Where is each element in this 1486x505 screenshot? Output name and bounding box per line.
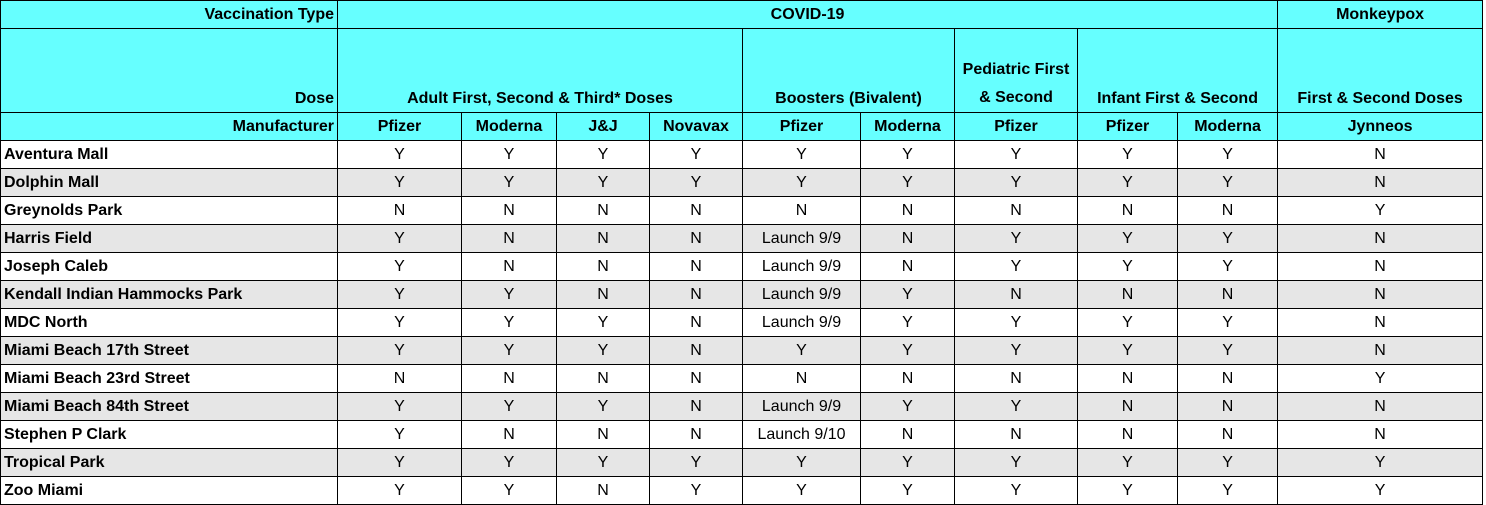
- dose-boosters: Boosters (Bivalent): [743, 29, 955, 113]
- availability-cell: N: [1178, 393, 1278, 421]
- availability-cell: Y: [955, 309, 1078, 337]
- availability-cell: N: [955, 365, 1078, 393]
- availability-cell: Y: [743, 449, 861, 477]
- availability-cell: Y: [1178, 309, 1278, 337]
- dose-monkeypox: First & Second Doses: [1278, 29, 1483, 113]
- availability-cell: N: [955, 197, 1078, 225]
- availability-cell: Y: [861, 449, 955, 477]
- table-row: [1, 365, 1483, 393]
- availability-cell: Y: [743, 477, 861, 505]
- availability-cell: N: [1178, 421, 1278, 449]
- availability-cell: N: [743, 197, 861, 225]
- availability-cell: N: [1078, 281, 1178, 309]
- availability-cell: N: [557, 421, 650, 449]
- site-name: Tropical Park: [1, 449, 338, 477]
- availability-cell: Y: [861, 477, 955, 505]
- availability-cell: N: [557, 365, 650, 393]
- availability-cell: Y: [1178, 141, 1278, 169]
- availability-cell: N: [462, 253, 557, 281]
- site-name: Joseph Caleb: [1, 253, 338, 281]
- table-row: [1, 197, 1483, 225]
- availability-cell: N: [338, 197, 462, 225]
- availability-cell: N: [861, 421, 955, 449]
- availability-cell: Y: [861, 393, 955, 421]
- site-name: Miami Beach 17th Street: [1, 337, 338, 365]
- availability-cell: N: [1278, 309, 1483, 337]
- table-row: [1, 337, 1483, 365]
- availability-cell: N: [650, 365, 743, 393]
- manufacturer-header: Jynneos: [1278, 113, 1483, 141]
- availability-cell: Y: [1078, 477, 1178, 505]
- site-name: Stephen P Clark: [1, 421, 338, 449]
- availability-cell: Y: [743, 337, 861, 365]
- availability-cell: Y: [743, 169, 861, 197]
- table-row: [1, 309, 1483, 337]
- table-row: [1, 421, 1483, 449]
- availability-cell: Y: [1178, 225, 1278, 253]
- dose-adult: Adult First, Second & Third* Doses: [338, 29, 743, 113]
- availability-cell: Y: [338, 337, 462, 365]
- availability-cell: Y: [650, 477, 743, 505]
- availability-cell: Y: [861, 309, 955, 337]
- availability-cell: N: [650, 253, 743, 281]
- manufacturer-header: Moderna: [462, 113, 557, 141]
- availability-cell: Y: [338, 421, 462, 449]
- availability-cell: N: [557, 225, 650, 253]
- availability-cell: Y: [955, 337, 1078, 365]
- availability-cell: Y: [1178, 449, 1278, 477]
- availability-cell: Y: [743, 141, 861, 169]
- manufacturer-header: Pfizer: [1078, 113, 1178, 141]
- availability-cell: N: [1278, 337, 1483, 365]
- availability-cell: Y: [462, 393, 557, 421]
- availability-cell: Y: [462, 337, 557, 365]
- availability-cell: Launch 9/9: [743, 225, 861, 253]
- site-name: Harris Field: [1, 225, 338, 253]
- availability-cell: Y: [338, 309, 462, 337]
- availability-cell: Y: [955, 477, 1078, 505]
- availability-cell: Y: [650, 169, 743, 197]
- availability-cell: N: [1078, 197, 1178, 225]
- availability-cell: Y: [1078, 141, 1178, 169]
- availability-cell: Y: [462, 477, 557, 505]
- availability-cell: N: [650, 309, 743, 337]
- manufacturer-header: Moderna: [1178, 113, 1278, 141]
- availability-cell: Y: [338, 253, 462, 281]
- availability-cell: N: [557, 477, 650, 505]
- availability-cell: Y: [1278, 477, 1483, 505]
- site-name: Miami Beach 84th Street: [1, 393, 338, 421]
- availability-cell: Y: [861, 281, 955, 309]
- availability-cell: Y: [338, 281, 462, 309]
- table-row: [1, 449, 1483, 477]
- availability-cell: Y: [1078, 309, 1178, 337]
- availability-cell: N: [861, 365, 955, 393]
- availability-cell: N: [861, 253, 955, 281]
- manufacturer-row: [1, 113, 1483, 141]
- availability-cell: N: [557, 253, 650, 281]
- availability-cell: Y: [955, 393, 1078, 421]
- dose-label: Dose: [1, 29, 338, 113]
- table-row: [1, 253, 1483, 281]
- availability-cell: Y: [955, 169, 1078, 197]
- availability-cell: Y: [1278, 365, 1483, 393]
- availability-cell: N: [650, 225, 743, 253]
- vaccination-type-label: Vaccination Type: [1, 1, 338, 29]
- availability-cell: Y: [338, 477, 462, 505]
- availability-cell: Y: [338, 225, 462, 253]
- table-row: [1, 225, 1483, 253]
- availability-cell: Y: [557, 169, 650, 197]
- manufacturer-header: Novavax: [650, 113, 743, 141]
- availability-cell: Y: [1178, 169, 1278, 197]
- availability-cell: Y: [861, 141, 955, 169]
- availability-cell: Y: [955, 225, 1078, 253]
- availability-cell: Y: [338, 449, 462, 477]
- availability-cell: Launch 9/9: [743, 281, 861, 309]
- availability-cell: Y: [338, 169, 462, 197]
- availability-cell: N: [462, 421, 557, 449]
- availability-cell: Y: [861, 337, 955, 365]
- table-row: [1, 281, 1483, 309]
- availability-cell: N: [1278, 253, 1483, 281]
- manufacturer-header: Moderna: [861, 113, 955, 141]
- availability-cell: N: [650, 281, 743, 309]
- availability-cell: N: [557, 197, 650, 225]
- availability-cell: Y: [462, 309, 557, 337]
- availability-cell: N: [1178, 365, 1278, 393]
- table-row: [1, 141, 1483, 169]
- availability-cell: N: [1178, 281, 1278, 309]
- availability-cell: Y: [462, 141, 557, 169]
- availability-cell: Y: [557, 141, 650, 169]
- table-row: [1, 169, 1483, 197]
- dose-pediatric: Pediatric First & Second: [955, 29, 1078, 113]
- availability-cell: N: [743, 365, 861, 393]
- site-name: Greynolds Park: [1, 197, 338, 225]
- availability-cell: Y: [1078, 169, 1178, 197]
- availability-cell: N: [1278, 225, 1483, 253]
- table-row: [1, 393, 1483, 421]
- availability-cell: N: [338, 365, 462, 393]
- availability-cell: N: [1278, 141, 1483, 169]
- availability-cell: Y: [557, 393, 650, 421]
- dose-infant: Infant First & Second: [1078, 29, 1278, 113]
- availability-cell: Y: [557, 449, 650, 477]
- manufacturer-header: J&J: [557, 113, 650, 141]
- availability-cell: N: [650, 197, 743, 225]
- availability-cell: Launch 9/10: [743, 421, 861, 449]
- vaccination-type-row: [1, 1, 1483, 29]
- availability-cell: Y: [462, 281, 557, 309]
- availability-cell: N: [1278, 281, 1483, 309]
- site-name: Zoo Miami: [1, 477, 338, 505]
- availability-cell: N: [462, 365, 557, 393]
- availability-cell: N: [462, 225, 557, 253]
- group-monkeypox: Monkeypox: [1278, 1, 1483, 29]
- availability-cell: N: [955, 281, 1078, 309]
- manufacturer-header: Pfizer: [338, 113, 462, 141]
- availability-cell: N: [955, 421, 1078, 449]
- availability-cell: Y: [1078, 337, 1178, 365]
- availability-cell: N: [861, 197, 955, 225]
- availability-cell: Y: [1278, 197, 1483, 225]
- manufacturer-header: Pfizer: [955, 113, 1078, 141]
- availability-cell: Y: [462, 169, 557, 197]
- availability-cell: Y: [557, 337, 650, 365]
- availability-cell: N: [650, 393, 743, 421]
- table-body: [1, 141, 1483, 505]
- availability-cell: N: [1278, 393, 1483, 421]
- availability-cell: Y: [557, 309, 650, 337]
- availability-cell: N: [557, 281, 650, 309]
- availability-cell: N: [861, 225, 955, 253]
- availability-cell: N: [1278, 421, 1483, 449]
- availability-cell: Y: [338, 393, 462, 421]
- dose-row: [1, 29, 1483, 113]
- availability-cell: Y: [1178, 253, 1278, 281]
- availability-cell: Y: [1178, 477, 1278, 505]
- availability-cell: N: [650, 337, 743, 365]
- site-name: Miami Beach 23rd Street: [1, 365, 338, 393]
- availability-cell: Y: [338, 141, 462, 169]
- availability-cell: N: [1278, 169, 1483, 197]
- availability-cell: Launch 9/9: [743, 393, 861, 421]
- site-name: MDC North: [1, 309, 338, 337]
- table-row: [1, 477, 1483, 505]
- availability-cell: Y: [1078, 253, 1178, 281]
- group-covid: COVID-19: [338, 1, 1278, 29]
- availability-cell: Y: [650, 141, 743, 169]
- availability-cell: Launch 9/9: [743, 253, 861, 281]
- availability-cell: Y: [955, 141, 1078, 169]
- availability-cell: Y: [650, 449, 743, 477]
- availability-cell: Y: [1178, 337, 1278, 365]
- availability-cell: N: [1178, 197, 1278, 225]
- availability-cell: N: [1078, 421, 1178, 449]
- availability-cell: Launch 9/9: [743, 309, 861, 337]
- availability-cell: Y: [462, 449, 557, 477]
- availability-cell: N: [1078, 393, 1178, 421]
- availability-cell: Y: [1278, 449, 1483, 477]
- availability-cell: N: [462, 197, 557, 225]
- availability-cell: N: [1078, 365, 1178, 393]
- site-name: Kendall Indian Hammocks Park: [1, 281, 338, 309]
- availability-cell: Y: [861, 169, 955, 197]
- manufacturer-header: Pfizer: [743, 113, 861, 141]
- availability-cell: Y: [1078, 449, 1178, 477]
- site-name: Aventura Mall: [1, 141, 338, 169]
- availability-cell: Y: [955, 253, 1078, 281]
- availability-cell: N: [650, 421, 743, 449]
- site-name: Dolphin Mall: [1, 169, 338, 197]
- manufacturer-label: Manufacturer: [1, 113, 338, 141]
- availability-cell: Y: [1078, 225, 1178, 253]
- availability-cell: Y: [955, 449, 1078, 477]
